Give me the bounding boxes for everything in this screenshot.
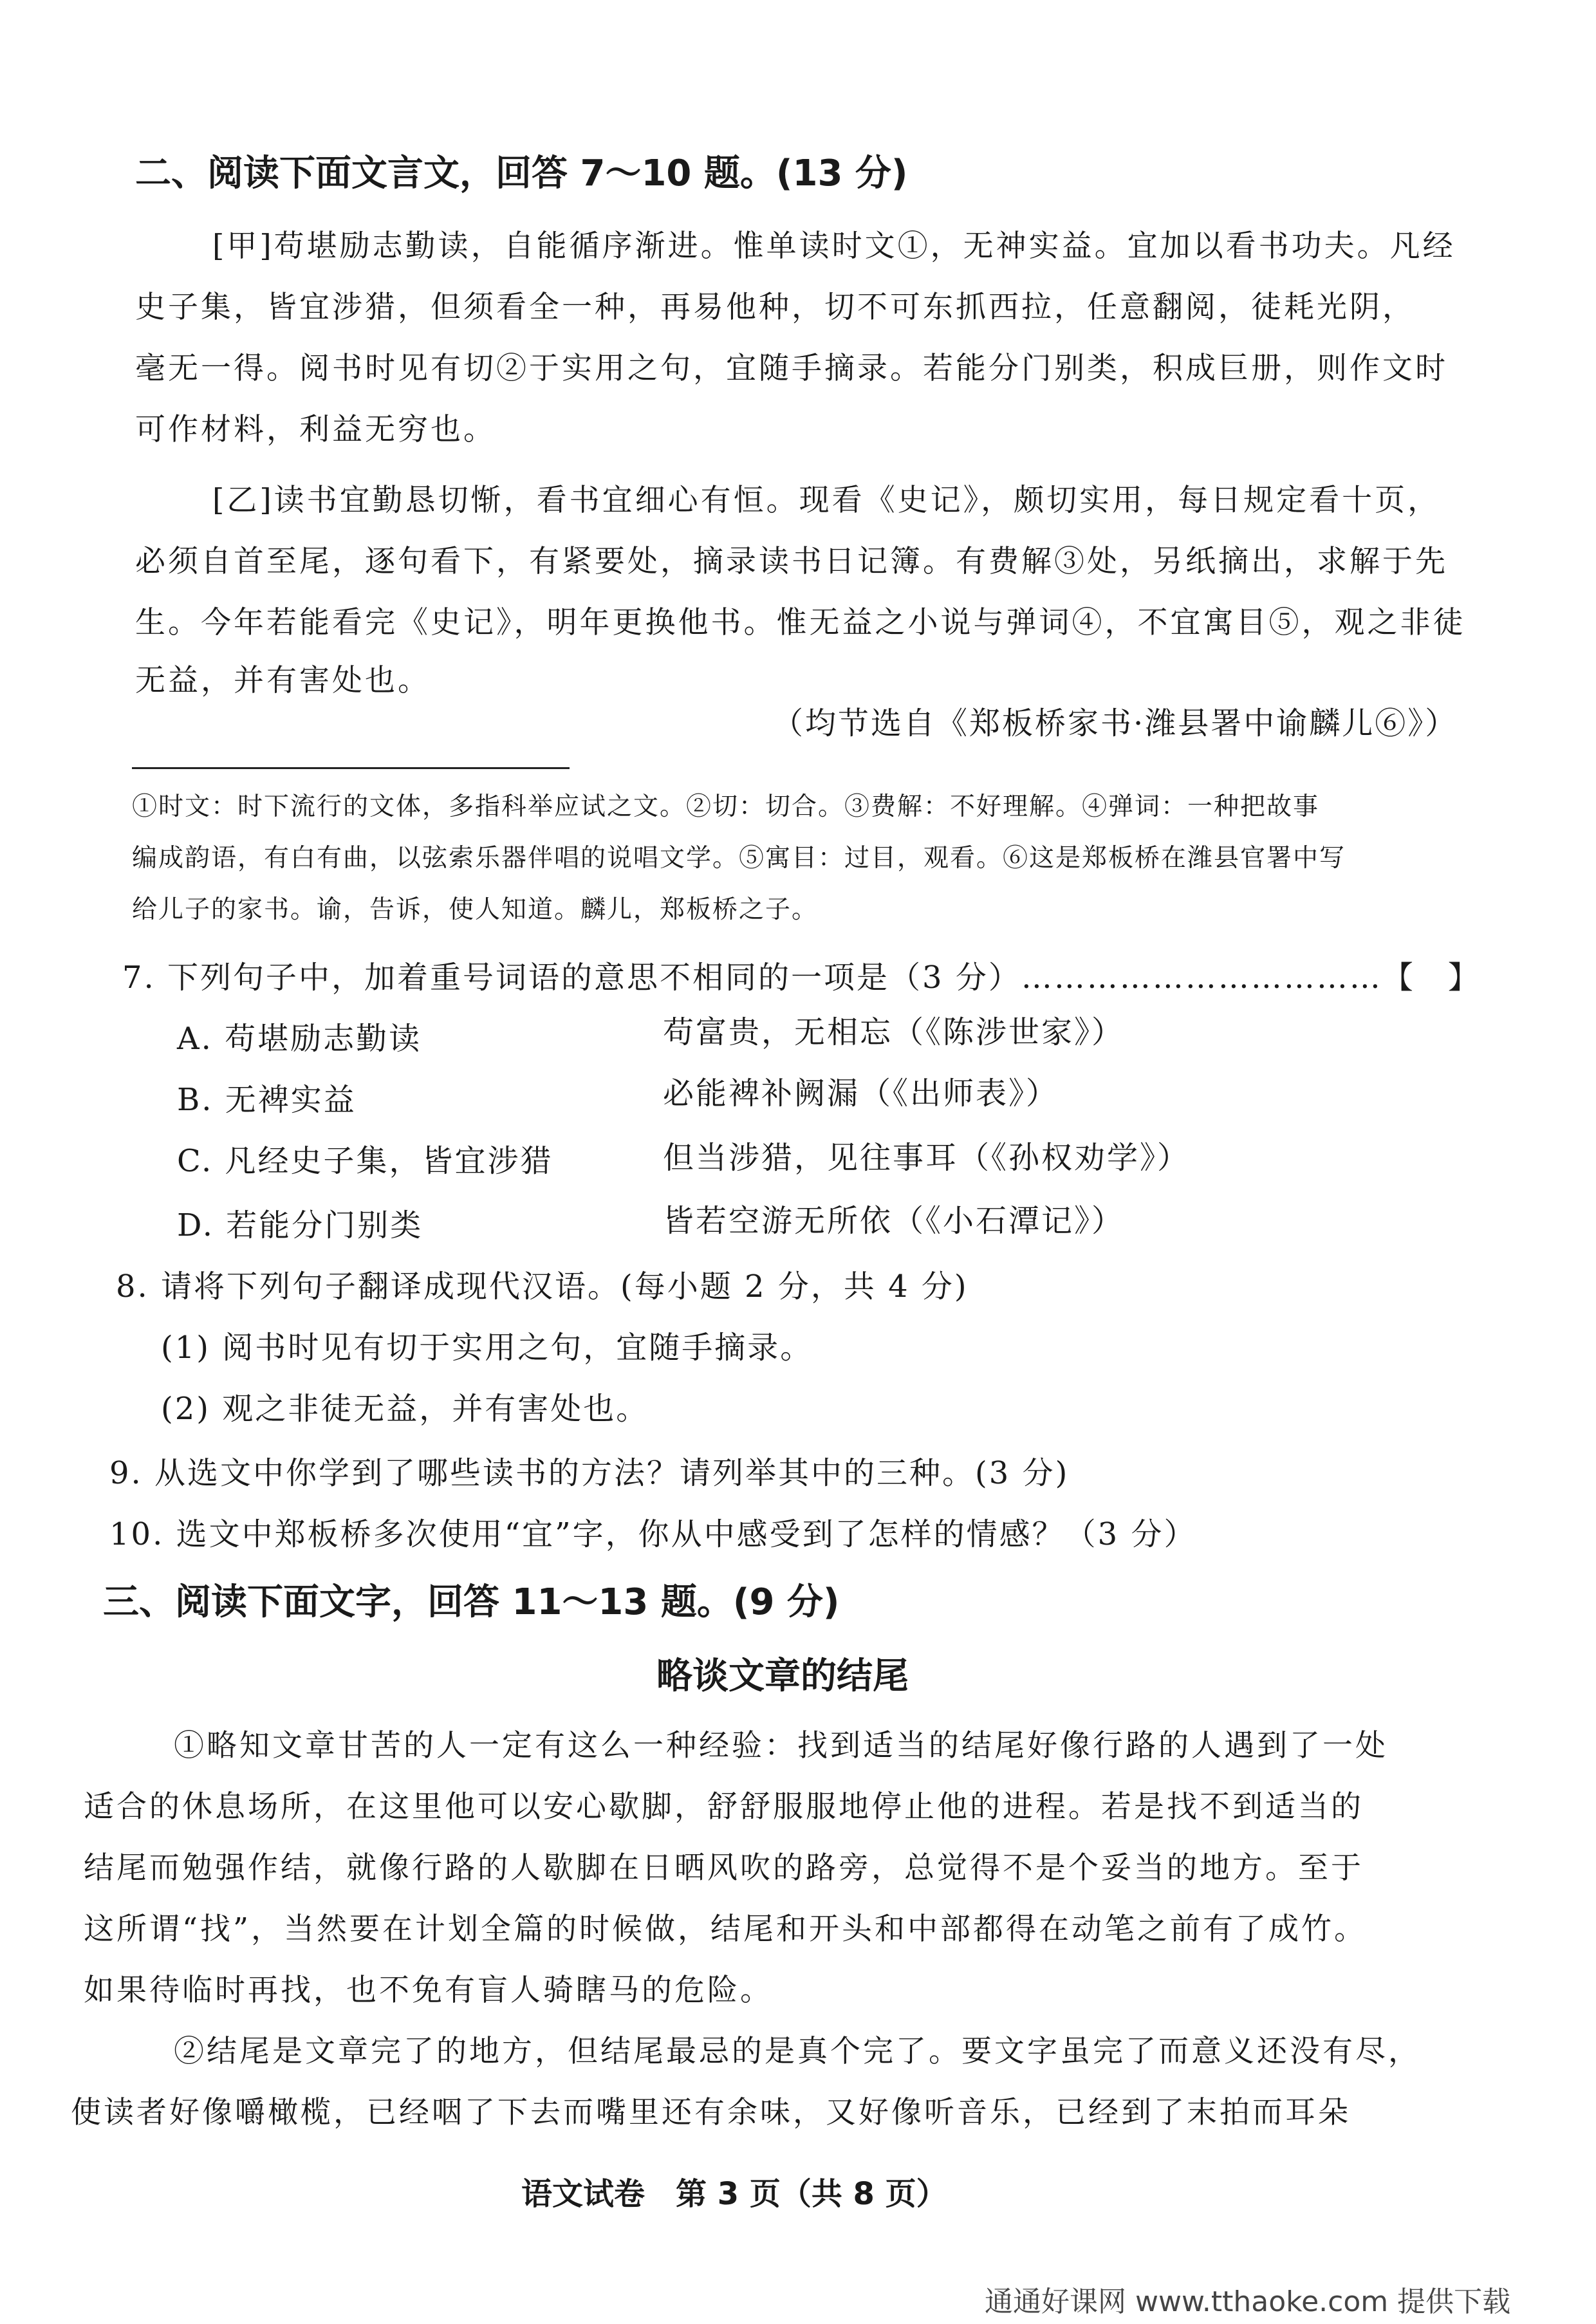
q7-option-b-right: 必能裨补阙漏（《出师表》）	[663, 1075, 1059, 1111]
section2-title: 二、阅读下面文言文，回答 7～10 题。(13 分)	[135, 153, 908, 194]
passage-jia-line: 毫无一得。阅书时见有切②于实用之句，宜随手摘录。若能分门别类，积成巨册，则作文时	[135, 351, 1448, 386]
q7-option-d-right: 皆若空游无所依（《小石潭记》）	[663, 1203, 1125, 1239]
article-para1-line: 结尾而勉强作结，就像行路的人歇脚在日晒风吹的路旁，总觉得不是个妥当的地方。至于	[84, 1850, 1364, 1886]
q7-option-b-left: B. 无裨实益	[177, 1082, 357, 1118]
page-footer: 语文试卷 第 3 页（共 8 页）	[521, 2176, 947, 2212]
section3-title: 三、阅读下面文字，回答 11～13 题。(9 分)	[103, 1581, 840, 1623]
q7-option-d-left: D. 若能分门别类	[177, 1207, 423, 1243]
footnote-line: 编成韵语，有白有曲，以弦索乐器伴唱的说唱文学。⑤寓目：过目，观看。⑥这是郑板桥在潍县官署中写	[132, 844, 1346, 873]
q7-option-c-right: 但当涉猎，见往事耳（《孙权劝学》）	[663, 1140, 1191, 1176]
article-para1-line: 这所谓“找”，当然要在计划全篇的时候做，结尾和开头和中部都得在动笔之前有了成竹。	[84, 1911, 1368, 1947]
passage-yi-line: [乙]读书宜勤恳切惭，看书宜细心有恒。现看《史记》，颇切实用，每日规定看十页，	[212, 483, 1441, 518]
passage-yi-line: 生。今年若能看完《史记》，明年更换他书。惟无益之小说与弹词④，不宜寓目⑤，观之非徒	[135, 605, 1466, 640]
passage-yi-line: 无益，并有害处也。	[135, 663, 431, 698]
footnote-line: 给儿子的家书。谕，告诉，使人知道。麟儿，郑板桥之子。	[132, 895, 819, 924]
passage-yi-line: 必须自首至尾，逐句看下，有紧要处，摘录读书日记簿。有费解③处，另纸摘出，求解于先	[135, 544, 1448, 579]
passage-jia-line: 可作材料，利益无穷也。	[135, 412, 496, 447]
question-8-stem: 8. 请将下列句子翻译成现代汉语。(每小题 2 分，共 4 分)	[116, 1269, 969, 1305]
article-para2-line: ②结尾是文章完了的地方，但结尾最忌的是真个完了。要文字虽完了而意义还没有尽，	[174, 2034, 1421, 2069]
footnote-divider	[132, 767, 570, 769]
question-10: 10. 选文中郑板桥多次使用“宜”字，你从中感受到了怎样的情感？（3 分）	[109, 1516, 1197, 1552]
question-8-item: (1) 阅书时见有切于实用之句，宜随手摘录。	[161, 1330, 813, 1366]
watermark-text: 通通好课网 www.tthaoke.com 提供下载	[985, 2285, 1511, 2318]
question-9: 9. 从选文中你学到了哪些读书的方法？请列举其中的三种。(3 分)	[109, 1455, 1070, 1491]
question-8-item: (2) 观之非徒无益，并有害处也。	[161, 1391, 649, 1427]
passage-jia-line: 史子集，皆宜涉猎，但须看全一种，再易他种，切不可东抓西拉，任意翻阅，徒耗光阴，	[135, 290, 1415, 325]
passage-jia-line: [甲]苟堪励志勤读，自能循序渐进。惟单读时文①，无神实益。宜加以看书功夫。凡经	[212, 228, 1456, 264]
q7-option-c-left: C. 凡经史子集，皆宜涉猎	[177, 1143, 553, 1179]
footnote-line: ①时文：时下流行的文体，多指科举应试之文。②切：切合。③费解：不好理解。④弹词：一种把故事	[132, 792, 1320, 821]
article-para1-line: 如果待临时再找，也不免有盲人骑瞎马的危险。	[84, 1973, 773, 2008]
question-7-stem: 7. 下列句子中，加着重号词语的意思不相同的一项是（3 分）……………………………【 】	[122, 960, 1481, 996]
q7-option-a-left: A. 苟堪励志勤读	[177, 1021, 422, 1057]
passage-source: （均节选自《郑板桥家书·潍县署中谕麟儿⑥》）	[772, 705, 1458, 741]
article-para2-line: 使读者好像嚼橄榄，已经咽了下去而嘴里还有余味，又好像听音乐，已经到了末拍而耳朵	[71, 2095, 1351, 2130]
article-para1-line: 适合的休息场所，在这里他可以安心歇脚，舒舒服服地停止他的进程。若是找不到适当的	[84, 1789, 1364, 1825]
article-para1-line: ①略知文章甘苦的人一定有这么一种经验：找到适当的结尾好像行路的人遇到了一处	[174, 1728, 1388, 1763]
q7-option-a-right: 苟富贵，无相忘（《陈涉世家》）	[663, 1014, 1125, 1050]
article-title: 略谈文章的结尾	[656, 1655, 909, 1697]
